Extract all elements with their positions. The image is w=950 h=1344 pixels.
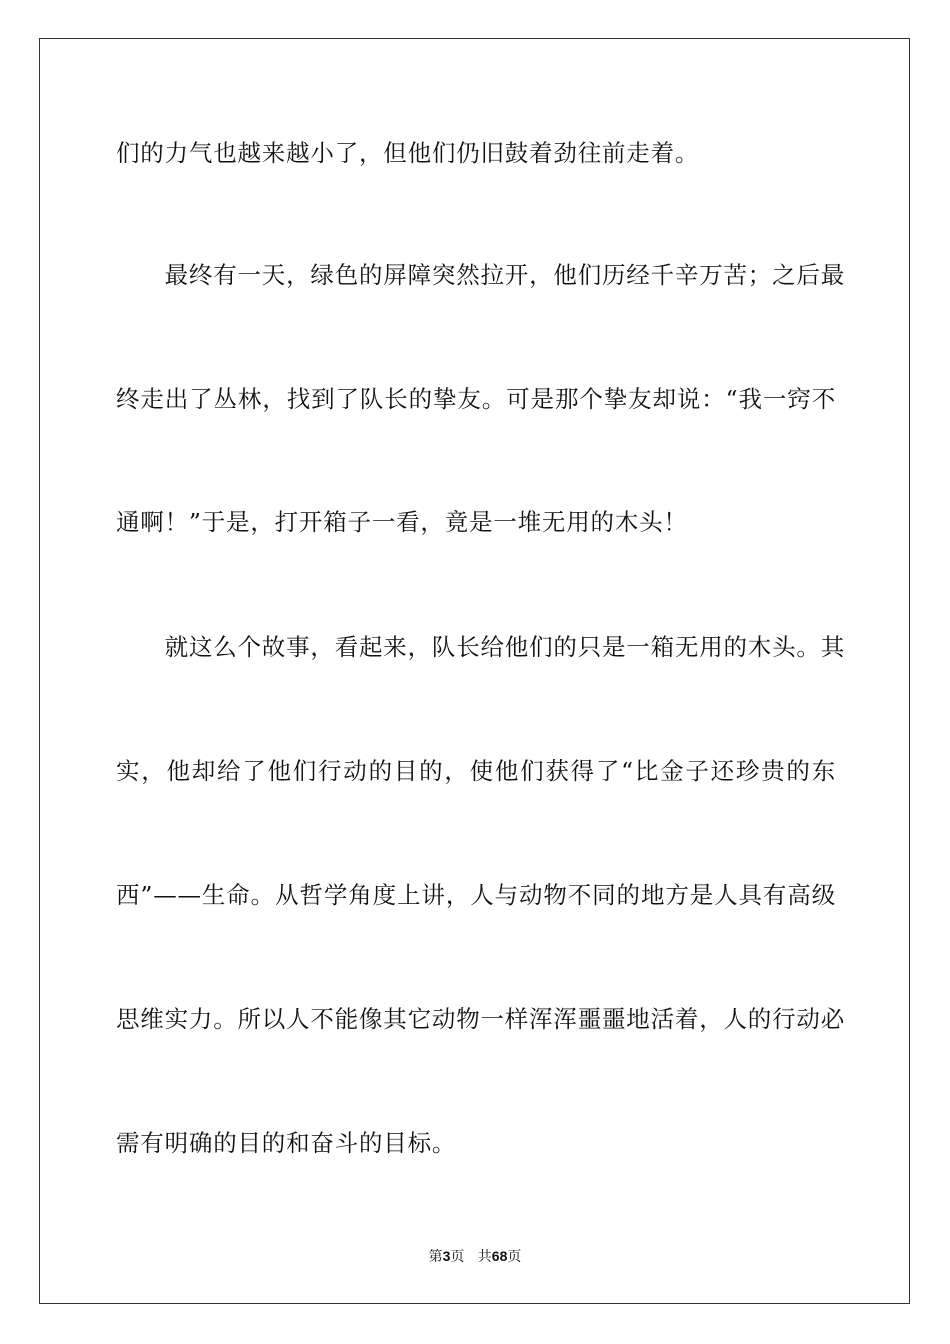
- page-number: 3: [442, 1248, 451, 1264]
- page-footer: [0, 1246, 950, 1267]
- page-border: [39, 38, 910, 1304]
- text-line-2: 最终有一天，绿色的屏障突然拉开，他们历经千辛万苦；之后最: [116, 261, 845, 289]
- text-line-9: 需有明确的目的和奋斗的目标。: [116, 1129, 457, 1157]
- page-prefix: 第: [428, 1249, 443, 1265]
- total-prefix: 共: [477, 1249, 492, 1265]
- text-line-7: 西”——生命。从哲学角度上讲，人与动物不同的地方是人具有高级: [116, 881, 836, 909]
- total-pages: 68: [491, 1248, 508, 1264]
- text-line-5: 就这么个故事，看起来，队长给他们的只是一箱无用的木头。其: [116, 633, 845, 661]
- text-line-1: 们的力气也越来越小了，但他们仍旧鼓着劲往前走着。: [116, 139, 700, 167]
- text-line-3: 终走出了丛林，找到了队长的挚友。可是那个挚友却说：“我一窍不: [116, 385, 836, 413]
- total-suffix: 页: [507, 1249, 522, 1265]
- page-suffix: 页: [450, 1249, 465, 1265]
- text-line-8: 思维实力。所以人不能像其它动物一样浑浑噩噩地活着，人的行动必: [116, 1005, 845, 1033]
- text-line-6: 实，他却给了他们行动的目的，使他们获得了“比金子还珍贵的东: [116, 757, 836, 785]
- text-line-4: 通啊！”于是，打开箱子一看，竟是一堆无用的木头！: [116, 508, 688, 536]
